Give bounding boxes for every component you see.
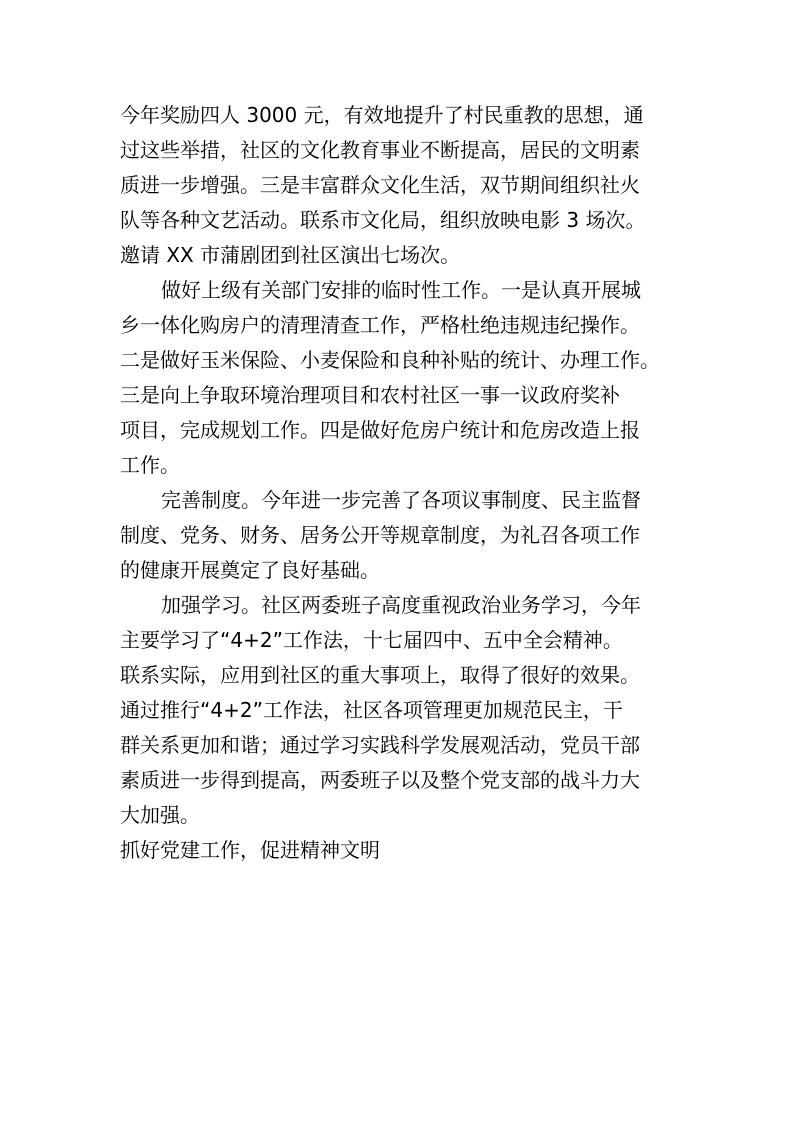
text-line: 过这些举措，社区的文化教育事业不断提高，居民的文明素	[120, 138, 640, 162]
text-line: 质进一步增强。三是丰富群众文化生活，双节期间组织社火	[120, 173, 640, 197]
section-heading	[120, 833, 680, 868]
text-line: 素质进一步得到提高，两委班子以及整个党支部的战斗力大	[120, 768, 640, 792]
text-line: 主要学习了“4+2”工作法，十七届四中、五中全会精神。	[120, 628, 623, 652]
heading-text: 抓好党建工作，促进精神文明	[120, 838, 380, 862]
paragraph-1	[120, 98, 680, 273]
document-body	[120, 98, 680, 868]
text-line: 完善制度。今年进一步完善了各项议事制度、民主监督	[161, 488, 641, 512]
text-line: 通过推行“4+2”工作法，社区各项管理更加规范民主，干	[120, 698, 623, 722]
paragraph-3	[120, 483, 680, 588]
text-line: 制度、党务、财务、居务公开等规章制度，为礼召各项工作	[120, 523, 640, 547]
text-line: 的健康开展奠定了良好基础。	[120, 558, 380, 582]
paragraph-2	[120, 273, 680, 483]
text-line: 三是向上争取环境治理项目和农村社区一事一议政府奖补	[120, 383, 620, 407]
text-line: 项目，完成规划工作。四是做好危房户统计和危房改造上报	[120, 418, 640, 442]
text-line: 邀请 XX 市蒲剧团到社区演出七场次。	[120, 243, 461, 267]
text-line: 做好上级有关部门安排的临时性工作。一是认真开展城	[161, 278, 641, 302]
text-line: 今年奖励四人 3000 元，有效地提升了村民重教的思想，通	[120, 103, 644, 127]
text-line: 加强学习。社区两委班子高度重视政治业务学习，今年	[161, 593, 641, 617]
paragraph-4	[120, 588, 680, 833]
text-line: 二是做好玉米保险、小麦保险和良种补贴的统计、办理工作。	[120, 348, 660, 372]
text-line: 联系实际，应用到社区的重大事项上，取得了很好的效果。	[120, 663, 640, 687]
text-line: 队等各种文艺活动。联系市文化局，组织放映电影 3 场次。	[120, 208, 646, 232]
text-line: 群关系更加和谐；通过学习实践科学发展观活动，党员干部	[120, 733, 640, 757]
text-line: 工作。	[120, 453, 180, 477]
text-line: 大加强。	[120, 803, 200, 827]
text-line: 乡一体化购房户的清理清查工作，严格杜绝违规违纪操作。	[120, 313, 640, 337]
